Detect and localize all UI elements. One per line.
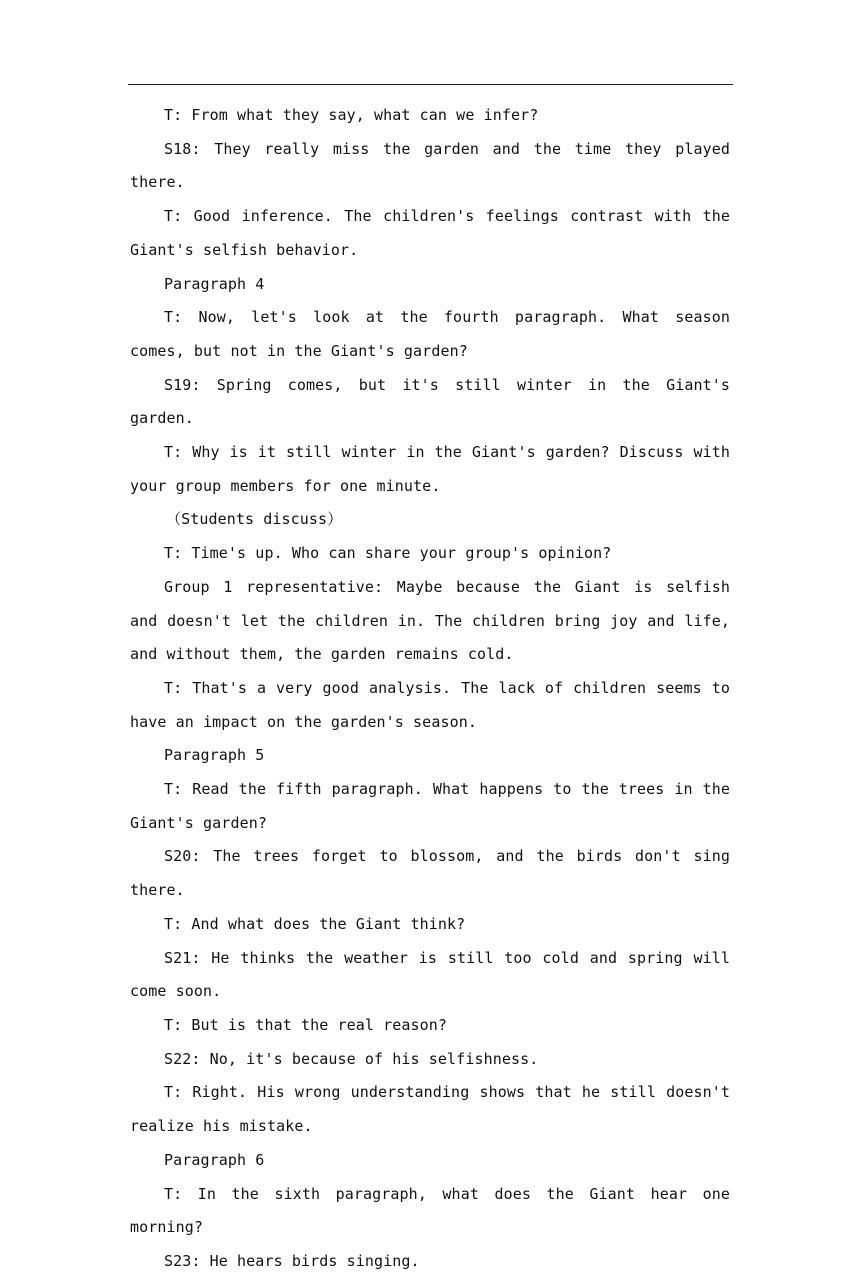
dialogue-line: T: Time's up. Who can share your group's opinion?: [164, 544, 612, 563]
dialogue-line: T: Good inference. The children's feelings contrast with the Giant's selfish behavior.: [130, 207, 730, 259]
stage-direction: （Students discuss）: [166, 510, 343, 529]
dialogue-line: T: That's a very good analysis. The lack of children seems to have an impact on the garden's season.: [130, 678, 730, 731]
section-heading: Paragraph 4: [164, 274, 265, 293]
dialogue-line: T: Now, let's look at the fourth paragraph. What season comes, but not in the Giant's garden?: [130, 308, 730, 360]
dialogue-line: T: From what they say, what can we infer?: [164, 106, 539, 124]
document-body: [130, 99, 730, 1279]
dialogue-line: S22: No, it's because of his selfishness.: [164, 1049, 539, 1068]
dialogue-line: T: Read the fifth paragraph. What happens to the trees in the Giant's garden?: [130, 780, 730, 832]
dialogue-line: S23: He hears birds singing.: [164, 1251, 420, 1270]
dialogue-line: T: Why is it still winter in the Giant's garden? Discuss with your group members for one minute.: [130, 443, 730, 495]
dialogue-line: S19: Spring comes, but it's still winter in the Giant's garden.: [130, 375, 730, 428]
dialogue-line: T: In the sixth paragraph, what does the Giant hear one morning?: [130, 1184, 730, 1237]
dialogue-line: S18: They really miss the garden and the time they played there.: [130, 139, 730, 192]
dialogue-line: S21: He thinks the weather is still too cold and spring will come soon.: [130, 948, 730, 1001]
section-heading: Paragraph 6: [164, 1150, 265, 1169]
section-heading: Paragraph 5: [164, 746, 265, 765]
dialogue-line: T: Right. His wrong understanding shows that he still doesn't realize his mistake.: [130, 1083, 730, 1136]
header-rule: [128, 84, 733, 85]
dialogue-line: T: And what does the Giant think?: [164, 914, 466, 933]
dialogue-line: S20: The trees forget to blossom, and the birds don't sing there.: [130, 847, 730, 900]
dialogue-line: T: But is that the real reason?: [164, 1015, 448, 1034]
dialogue-line: Group 1 representative: Maybe because the Giant is selfish and doesn't let the children in. The children bring joy and life, and without them, the garden remains cold.: [130, 577, 730, 664]
